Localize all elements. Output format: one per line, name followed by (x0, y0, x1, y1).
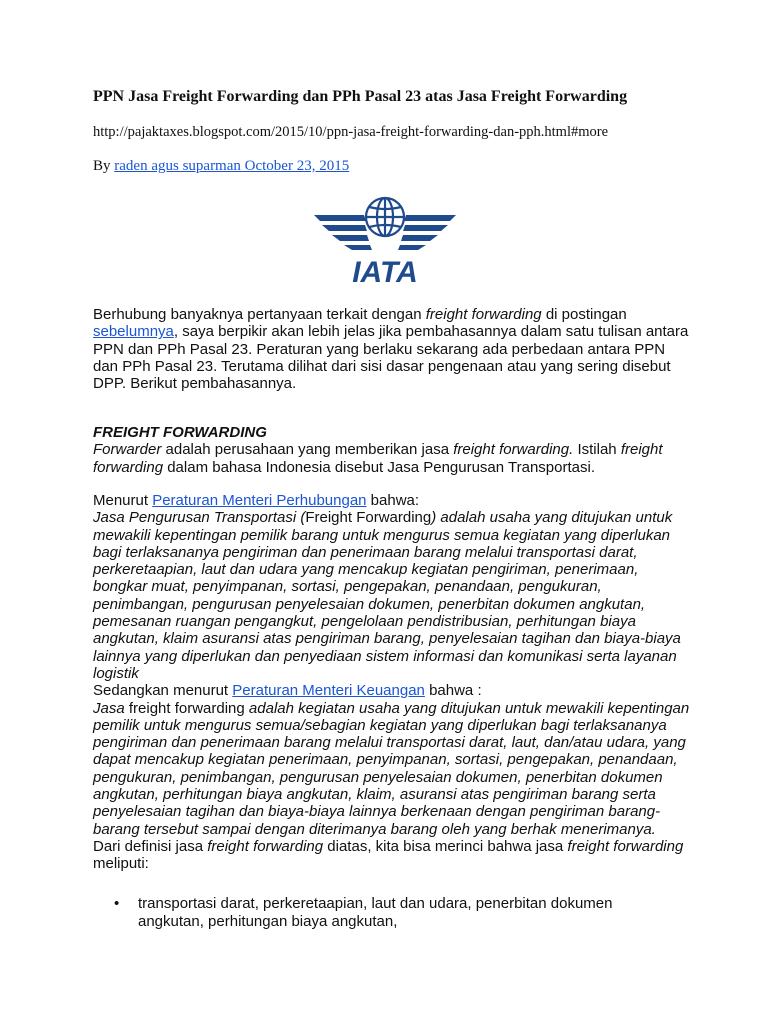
right-wing-bar-4 (398, 245, 426, 250)
peraturan-keuangan-link[interactable]: Peraturan Menteri Keuangan (232, 682, 425, 700)
quote-keuangan (93, 700, 693, 838)
peraturan-perhubungan-link[interactable]: Peraturan Menteri Perhubungan (152, 492, 367, 509)
bullet-icon: • (114, 895, 120, 912)
menurut-perhubungan (93, 492, 693, 873)
intro-paragraph (93, 306, 693, 392)
quote2-text: freight forwarding (124, 699, 249, 717)
definisi-text-1: Dari definisi jasa (93, 837, 208, 855)
left-wing-bar-4 (344, 245, 372, 250)
def-text-2: Istilah (573, 441, 621, 459)
right-wing-bar-2 (403, 225, 448, 231)
menurut2-prefix: Sedangkan menurut (93, 682, 233, 700)
byline-prefix: By (93, 158, 115, 174)
quote1-italic-2: ) adalah usaha yang ditujukan untuk mewakili kepentingan pemilik barang untuk mengurus semua kegiatan yang diperlukan bagi terlaksananya pengiriman dan penerimaan barang melalui transportasi darat, perkeretaapian, laut dan udara yang mencakup kegiatan pengiriman, penerimaan, bongkar muat, penyimpanan, sortasi, pengepakan, penandaan, pengukuran, penimbangan, pengurusan penyelesaian dokumen, penerbitan dokumen angkutan, pemesanan ruangan pengangkut, pengelolaan pendistribusian, perhitungan biaya angkutan, klaim asuransi atas pengiriman barang, penyelesaian tagihan dan biaya-biaya lainnya yang diperlukan dan penyediaan sistem informasi dan komunikasi serta layanan logistik (93, 509, 681, 682)
menurut1-suffix: bahwa: (366, 492, 420, 509)
source-url: http://pajaktaxes.blogspot.com/2015/10/ppn-jasa-freight-forwarding-dan-pph.html#more (93, 124, 609, 140)
def-italic-3: freight forwarding (93, 441, 663, 476)
left-wing-bar-3 (332, 235, 369, 241)
def-italic-2: freight forwarding. (453, 441, 574, 459)
intro-text-3: , saya berpikir akan lebih jelas jika pembahasannya dalam satu tulisan antara PPN dan PPh Pasal 23. Peraturan yang berlaku sekarang ada perbedaan antara PPN dan PPh Pasal 23. Terutama dilihat dari sisi dasar pengenaan atau yang sering disebut DPP. Berikut pembahasannya. (93, 323, 689, 393)
quote-perhubungan (93, 509, 693, 682)
iata-logo (310, 193, 460, 288)
intro-text-1: Berhubung banyaknya pertanyaan terkait dengan (93, 306, 426, 323)
definisi-paragraph (93, 838, 693, 873)
menurut1-prefix: Menurut (93, 492, 153, 509)
definisi-text-3: meliputi: (93, 855, 149, 873)
right-wing-bar-1 (404, 215, 456, 221)
quote2-italic-1: Jasa (93, 699, 125, 717)
page-title: PPN Jasa Freight Forwarding dan PPh Pasal 23 atas Jasa Freight Forwarding (93, 88, 628, 105)
left-wing-bar-1 (314, 215, 366, 221)
byline (93, 158, 349, 175)
quote2-italic-2: adalah kegiatan usaha yang ditujukan untuk mewakili kepentingan pemilik untuk mengurus semua/sebagian kegiatan yang diperlukan bagi terlaksananya pengiriman dan penerimaan barang melalui transportasi darat, laut, dan/atau udara, yang dapat mencakup kegiatan penerimaan, penyimpanan, sortasi, pengepakan, penandaan, pengukuran, penimbangan, pengurusan penyelesaian dokumen, penerbitan dokumen angkutan, perhitungan biaya angkutan, klaim, asuransi atas pengiriman barang serta penyelesaian tagihan dan biaya-biaya lainnya berkenaan dengan pengiriman barang-barang tersebut sampai dengan diterimanya barang oleh yang berhak menerimanya. (93, 699, 690, 838)
menurut2-suffix: bahwa : (424, 682, 482, 700)
definisi-italic-2: freight forwarding (567, 837, 684, 855)
sebelumnya-link[interactable]: sebelumnya (93, 323, 174, 341)
def-text-3: dalam bahasa Indonesia disebut Jasa Pengurusan Transportasi. (163, 458, 595, 476)
definisi-text-2: diatas, kita bisa merinci bahwa jasa (323, 837, 568, 855)
def-italic-1: Forwarder (93, 441, 162, 459)
left-wing-bar-2 (322, 225, 367, 231)
list-item-text: transportasi darat, perkeretaapian, laut dan udara, penerbitan dokumen angkutan, perhitungan biaya angkutan, (138, 895, 613, 930)
freight-forwarding-section (93, 424, 693, 476)
right-wing-bar-3 (401, 235, 438, 241)
definisi-italic-1: freight forwarding (207, 837, 324, 855)
quote1-italic-1: Jasa Pengurusan Transportasi ( (93, 509, 306, 527)
quote1-text: Freight Forwarding (305, 509, 432, 527)
definition-paragraph (93, 441, 693, 476)
intro-text-2: di postingan (541, 306, 627, 323)
intro-text-italic: freight forwarding (425, 306, 542, 323)
author-link[interactable]: raden agus suparman October 23, 2015 (114, 158, 350, 174)
section-heading: FREIGHT FORWARDING (93, 424, 267, 441)
globe-icon (366, 198, 404, 236)
def-text-1: adalah perusahaan yang memberikan jasa (161, 441, 454, 459)
iata-logo-text: IATA (352, 256, 418, 288)
